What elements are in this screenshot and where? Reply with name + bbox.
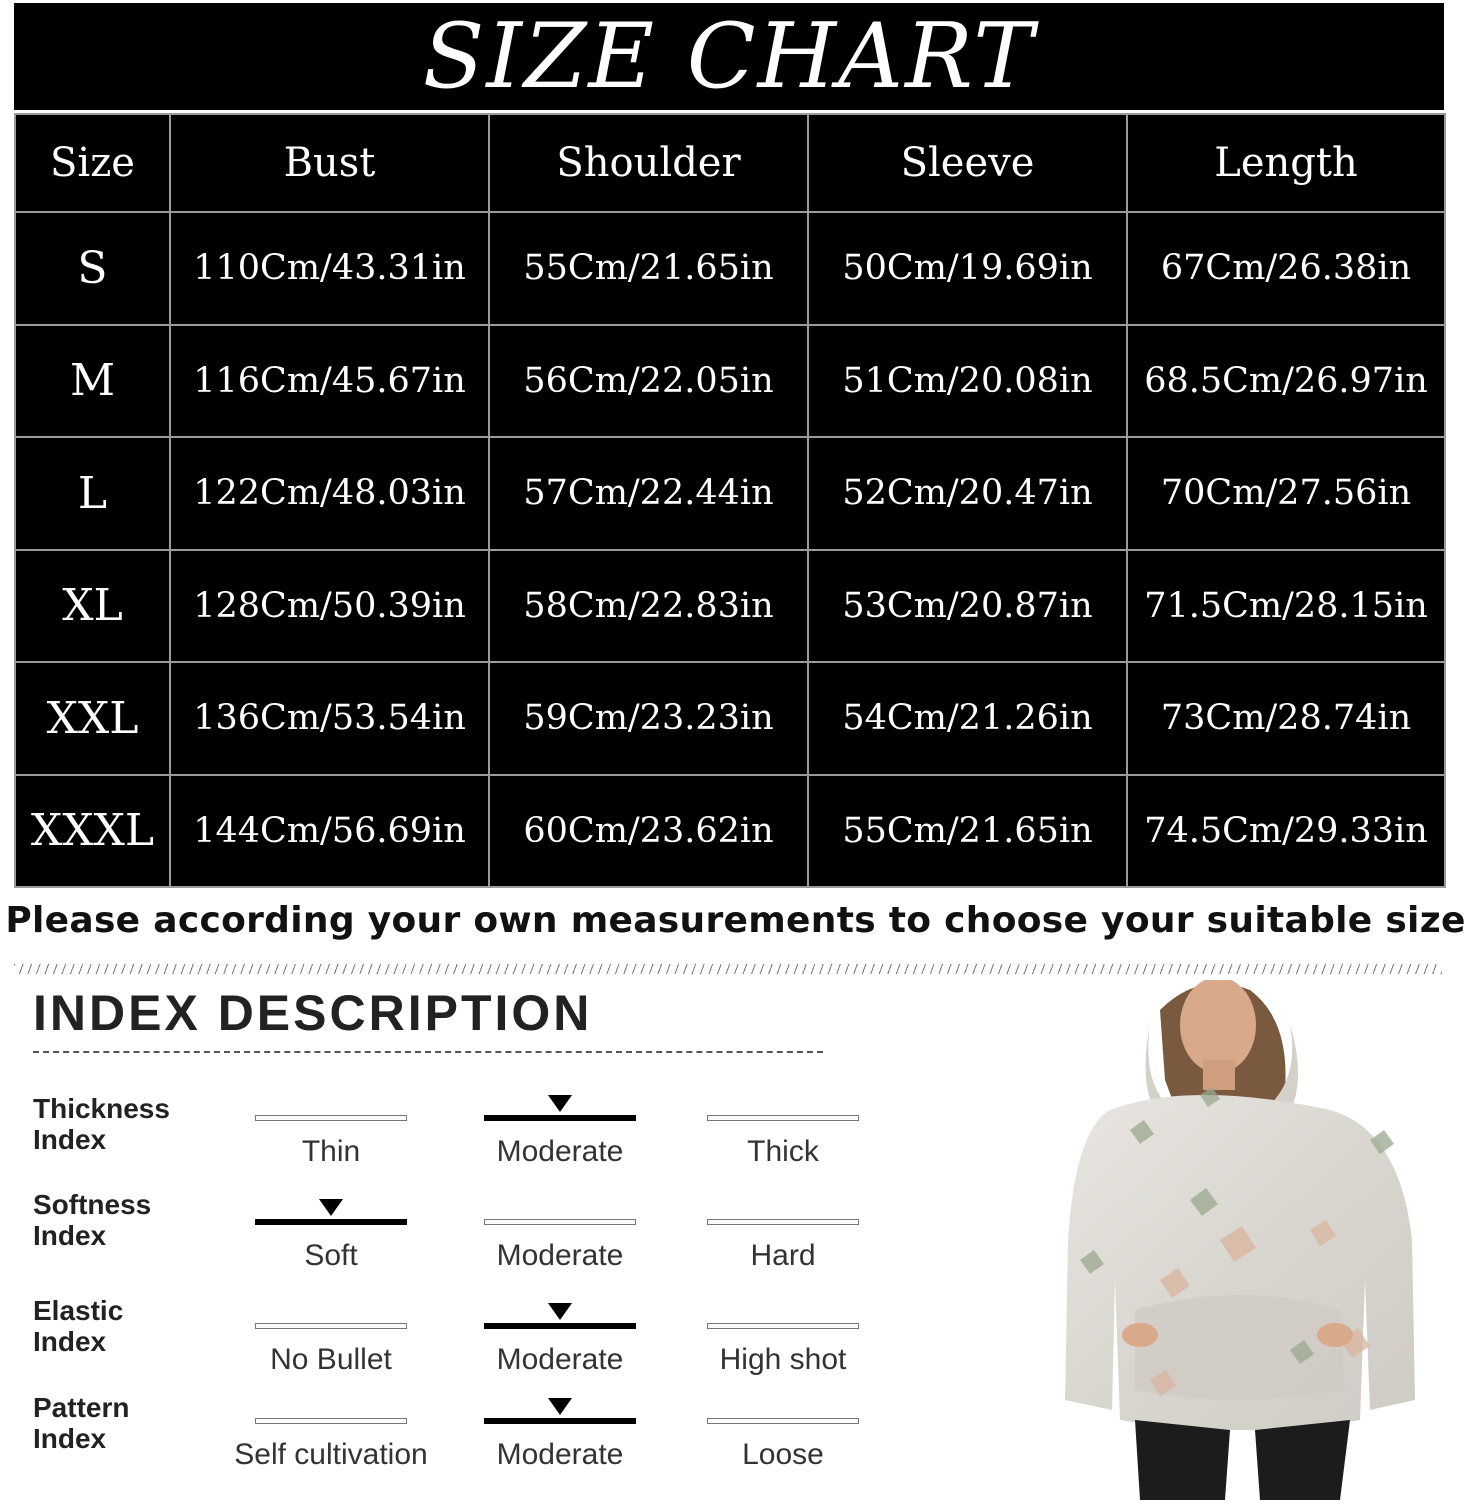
option-label: Self cultivation xyxy=(234,1438,428,1471)
option-label: Loose xyxy=(742,1438,824,1471)
selected-marker-icon xyxy=(319,1199,343,1216)
index-name-line1: Pattern xyxy=(33,1392,130,1423)
table-row xyxy=(15,550,1445,663)
table-row xyxy=(15,437,1445,550)
index-option xyxy=(707,1396,859,1496)
index-name-line2: Index xyxy=(33,1220,107,1251)
sleeve-cell: 55Cm/21.65in xyxy=(808,775,1127,888)
dashed-divider xyxy=(33,1051,823,1053)
index-option-selected xyxy=(484,1301,636,1401)
bust-cell: 110Cm/43.31in xyxy=(170,212,489,325)
scale-bar-selected xyxy=(484,1418,636,1424)
size-chart-header-row xyxy=(15,114,1445,212)
scale-bar xyxy=(255,1323,407,1329)
shoulder-cell: 59Cm/23.23in xyxy=(489,662,808,775)
option-label: High shot xyxy=(719,1343,847,1376)
bust-cell: 116Cm/45.67in xyxy=(170,325,489,438)
index-name-line2: Index xyxy=(33,1326,107,1357)
index-option-selected xyxy=(484,1396,636,1496)
index-row-softness xyxy=(0,1189,900,1297)
length-cell: 74.5Cm/29.33in xyxy=(1127,775,1445,888)
index-option xyxy=(707,1301,859,1401)
index-name-line1: Elastic xyxy=(33,1295,124,1326)
index-row-elastic xyxy=(0,1295,900,1401)
sleeve-cell: 51Cm/20.08in xyxy=(808,325,1127,438)
column-header-length: Length xyxy=(1127,114,1445,212)
index-option xyxy=(255,1301,407,1401)
size-cell: XXXL xyxy=(15,775,170,888)
option-label: Moderate xyxy=(496,1135,624,1168)
size-cell: L xyxy=(15,437,170,550)
index-option xyxy=(707,1197,859,1297)
scale-bar xyxy=(255,1115,407,1121)
length-cell: 73Cm/28.74in xyxy=(1127,662,1445,775)
column-header-size: Size xyxy=(15,114,170,212)
index-row-pattern xyxy=(0,1392,900,1496)
bust-cell: 122Cm/48.03in xyxy=(170,437,489,550)
table-row xyxy=(15,775,1445,888)
column-header-bust: Bust xyxy=(170,114,489,212)
table-row xyxy=(15,662,1445,775)
index-option xyxy=(484,1197,636,1297)
column-header-shoulder: Shoulder xyxy=(489,114,808,212)
bust-cell: 136Cm/53.54in xyxy=(170,662,489,775)
hatched-divider xyxy=(14,964,1442,974)
selected-marker-icon xyxy=(548,1095,572,1112)
index-option-selected xyxy=(255,1197,407,1297)
option-label: Soft xyxy=(304,1239,358,1272)
index-option-selected xyxy=(484,1093,636,1193)
sleeve-cell: 50Cm/19.69in xyxy=(808,212,1127,325)
size-notice: Please according your own measurements to choose your suitable size xyxy=(5,900,1466,941)
option-label: Moderate xyxy=(496,1438,624,1471)
scale-bar-selected xyxy=(484,1115,636,1121)
size-cell: XL xyxy=(15,550,170,663)
selected-marker-icon xyxy=(548,1398,572,1415)
sleeve-cell: 53Cm/20.87in xyxy=(808,550,1127,663)
index-name-line1: Thickness xyxy=(33,1093,170,1124)
length-cell: 68.5Cm/26.97in xyxy=(1127,325,1445,438)
size-cell: XXL xyxy=(15,662,170,775)
option-label: No Bullet xyxy=(270,1343,392,1376)
index-option xyxy=(234,1396,428,1496)
index-row-thickness xyxy=(0,1093,900,1193)
option-label: Hard xyxy=(750,1239,816,1272)
scale-bar xyxy=(707,1219,859,1225)
index-name-line2: Index xyxy=(33,1423,107,1454)
shoulder-cell: 60Cm/23.62in xyxy=(489,775,808,888)
scale-bar-selected xyxy=(484,1323,636,1329)
shoulder-cell: 58Cm/22.83in xyxy=(489,550,808,663)
size-cell: S xyxy=(15,212,170,325)
scale-bar xyxy=(707,1115,859,1121)
selected-marker-icon xyxy=(548,1303,572,1320)
sleeve-cell: 54Cm/21.26in xyxy=(808,662,1127,775)
product-photo xyxy=(1040,980,1440,1500)
size-cell: M xyxy=(15,325,170,438)
shoulder-cell: 55Cm/21.65in xyxy=(489,212,808,325)
column-header-sleeve: Sleeve xyxy=(808,114,1127,212)
hoodie-model-photo xyxy=(1040,980,1440,1500)
shoulder-cell: 57Cm/22.44in xyxy=(489,437,808,550)
length-cell: 71.5Cm/28.15in xyxy=(1127,550,1445,663)
option-label: Moderate xyxy=(496,1343,624,1376)
scale-bar xyxy=(484,1219,636,1225)
scale-bar-selected xyxy=(255,1219,407,1225)
sleeve-cell: 52Cm/20.47in xyxy=(808,437,1127,550)
index-option xyxy=(707,1093,859,1193)
bust-cell: 128Cm/50.39in xyxy=(170,550,489,663)
index-name-line1: Softness xyxy=(33,1189,152,1220)
length-cell: 70Cm/27.56in xyxy=(1127,437,1445,550)
index-name-line2: Index xyxy=(33,1124,107,1155)
scale-bar xyxy=(707,1323,859,1329)
index-option xyxy=(255,1093,407,1193)
table-row xyxy=(15,325,1445,438)
length-cell: 67Cm/26.38in xyxy=(1127,212,1445,325)
bust-cell: 144Cm/56.69in xyxy=(170,775,489,888)
option-label: Moderate xyxy=(496,1239,624,1272)
shoulder-cell: 56Cm/22.05in xyxy=(489,325,808,438)
index-heading: INDEX DESCRIPTION xyxy=(33,985,593,1041)
option-label: Thin xyxy=(301,1135,361,1168)
scale-bar xyxy=(255,1418,407,1424)
scale-bar xyxy=(707,1418,859,1424)
table-row xyxy=(15,212,1445,325)
size-chart-table xyxy=(14,113,1446,888)
option-label: Thick xyxy=(747,1135,819,1168)
size-chart-title: SIZE CHART xyxy=(14,3,1444,110)
